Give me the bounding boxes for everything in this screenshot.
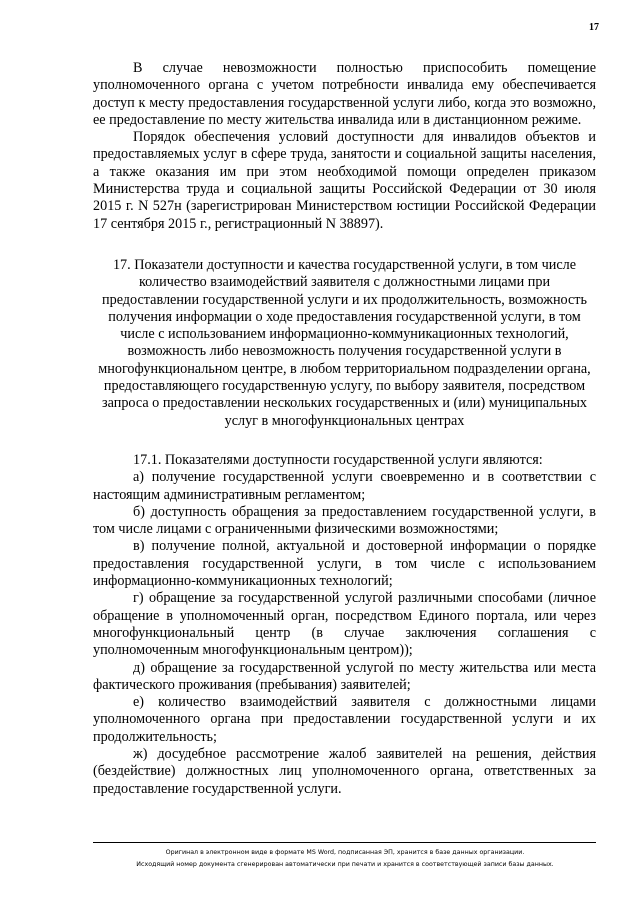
footer-line-outgoing-number: Исходящий номер документа сгенерирован автоматически при печати и хранится в соответствующей записи базы данных. bbox=[136, 861, 554, 868]
list-item-zh: ж) досудебное рассмотрение жалоб заявителей на решения, действия (бездействие) должностных лиц уполномоченного органа, ответственных за предоставление государственной услуги. bbox=[93, 745, 596, 797]
list-item-v: в) получение полной, актуальной и достоверной информации о порядке предоставления государственной услуги, в том числе с использованием информационно-коммуникационных технологий; bbox=[93, 538, 596, 590]
paragraph-17-1: 17.1. Показателями доступности государственной услуги являются: bbox=[133, 451, 543, 468]
document-body bbox=[93, 60, 596, 798]
page-footer bbox=[60, 847, 630, 871]
paragraph-accessibility-order: Порядок обеспечения условий доступности для инвалидов объектов и предоставляемых услуг в сфере труда, занятости и социальной защиты населения, а также оказания им при этом необходимой помощи определен приказом Министерства труда и социальной защиты Российской Федерации от 30 июля 2015 г. N 527н (зарегистрирован Министерством юстиции Российской Федерации 17 сентября 2015 г., регистрационный N 38897). bbox=[93, 129, 596, 232]
list-item-a: а) получение государственной услуги своевременно и в соответствии с настоящим административным регламентом; bbox=[93, 469, 596, 503]
list-item-g: г) обращение за государственной услугой различными способами (личное обращение в уполномоченный орган, посредством Единого портала, или через многофункциональный центр (в случае заключения соглашения с уполномоченным многофункциональным центром)); bbox=[93, 590, 596, 659]
list-item-e: е) количество взаимодействий заявителя с должностными лицами уполномоченного органа при предоставлении государственной услуги и их продолжительность; bbox=[93, 694, 596, 745]
section-heading-17: 17. Показатели доступности и качества государственной услуги, в том числе количество взаимодействий заявителя с должностными лицами при предоставлении государственной услуги и их продолжительность, возможность получения информации о ходе предоставления государственной услуги, в том числе с использованием информационно-коммуникационных технологий, возможность либо невозможность получения государственной услуги в многофункциональном центре, в любом территориальном подразделении органа, предоставляющего государственную услугу, по выбору заявителя, посредством запроса о предоставлении нескольких государственных и (или) муниципальных услуг в многофункциональных центрах bbox=[98, 256, 591, 429]
list-item-d: д) обращение за государственной услугой по месту жительства или места фактического проживания (пребывания) заявителей; bbox=[93, 659, 596, 693]
list-item-b: б) доступность обращения за предоставлением государственной услуги, в том числе лицами с ограниченными физическими возможностями; bbox=[93, 503, 596, 538]
page-number: 17 bbox=[589, 22, 599, 33]
footer-line-original: Оригинал в электронном виде в формате MS Word, подписанная ЭП, хранится в базе данных организации. bbox=[165, 849, 525, 856]
footer-divider bbox=[93, 842, 596, 843]
paragraph-inaccessibility: В случае невозможности полностью приспособить помещение уполномоченного органа с учетом потребности инвалида ему обеспечивается доступ к месту предоставления государственной услуги либо, когда это возможно, ее предоставление по месту жительства инвалида или в дистанционном режиме. bbox=[93, 60, 596, 128]
